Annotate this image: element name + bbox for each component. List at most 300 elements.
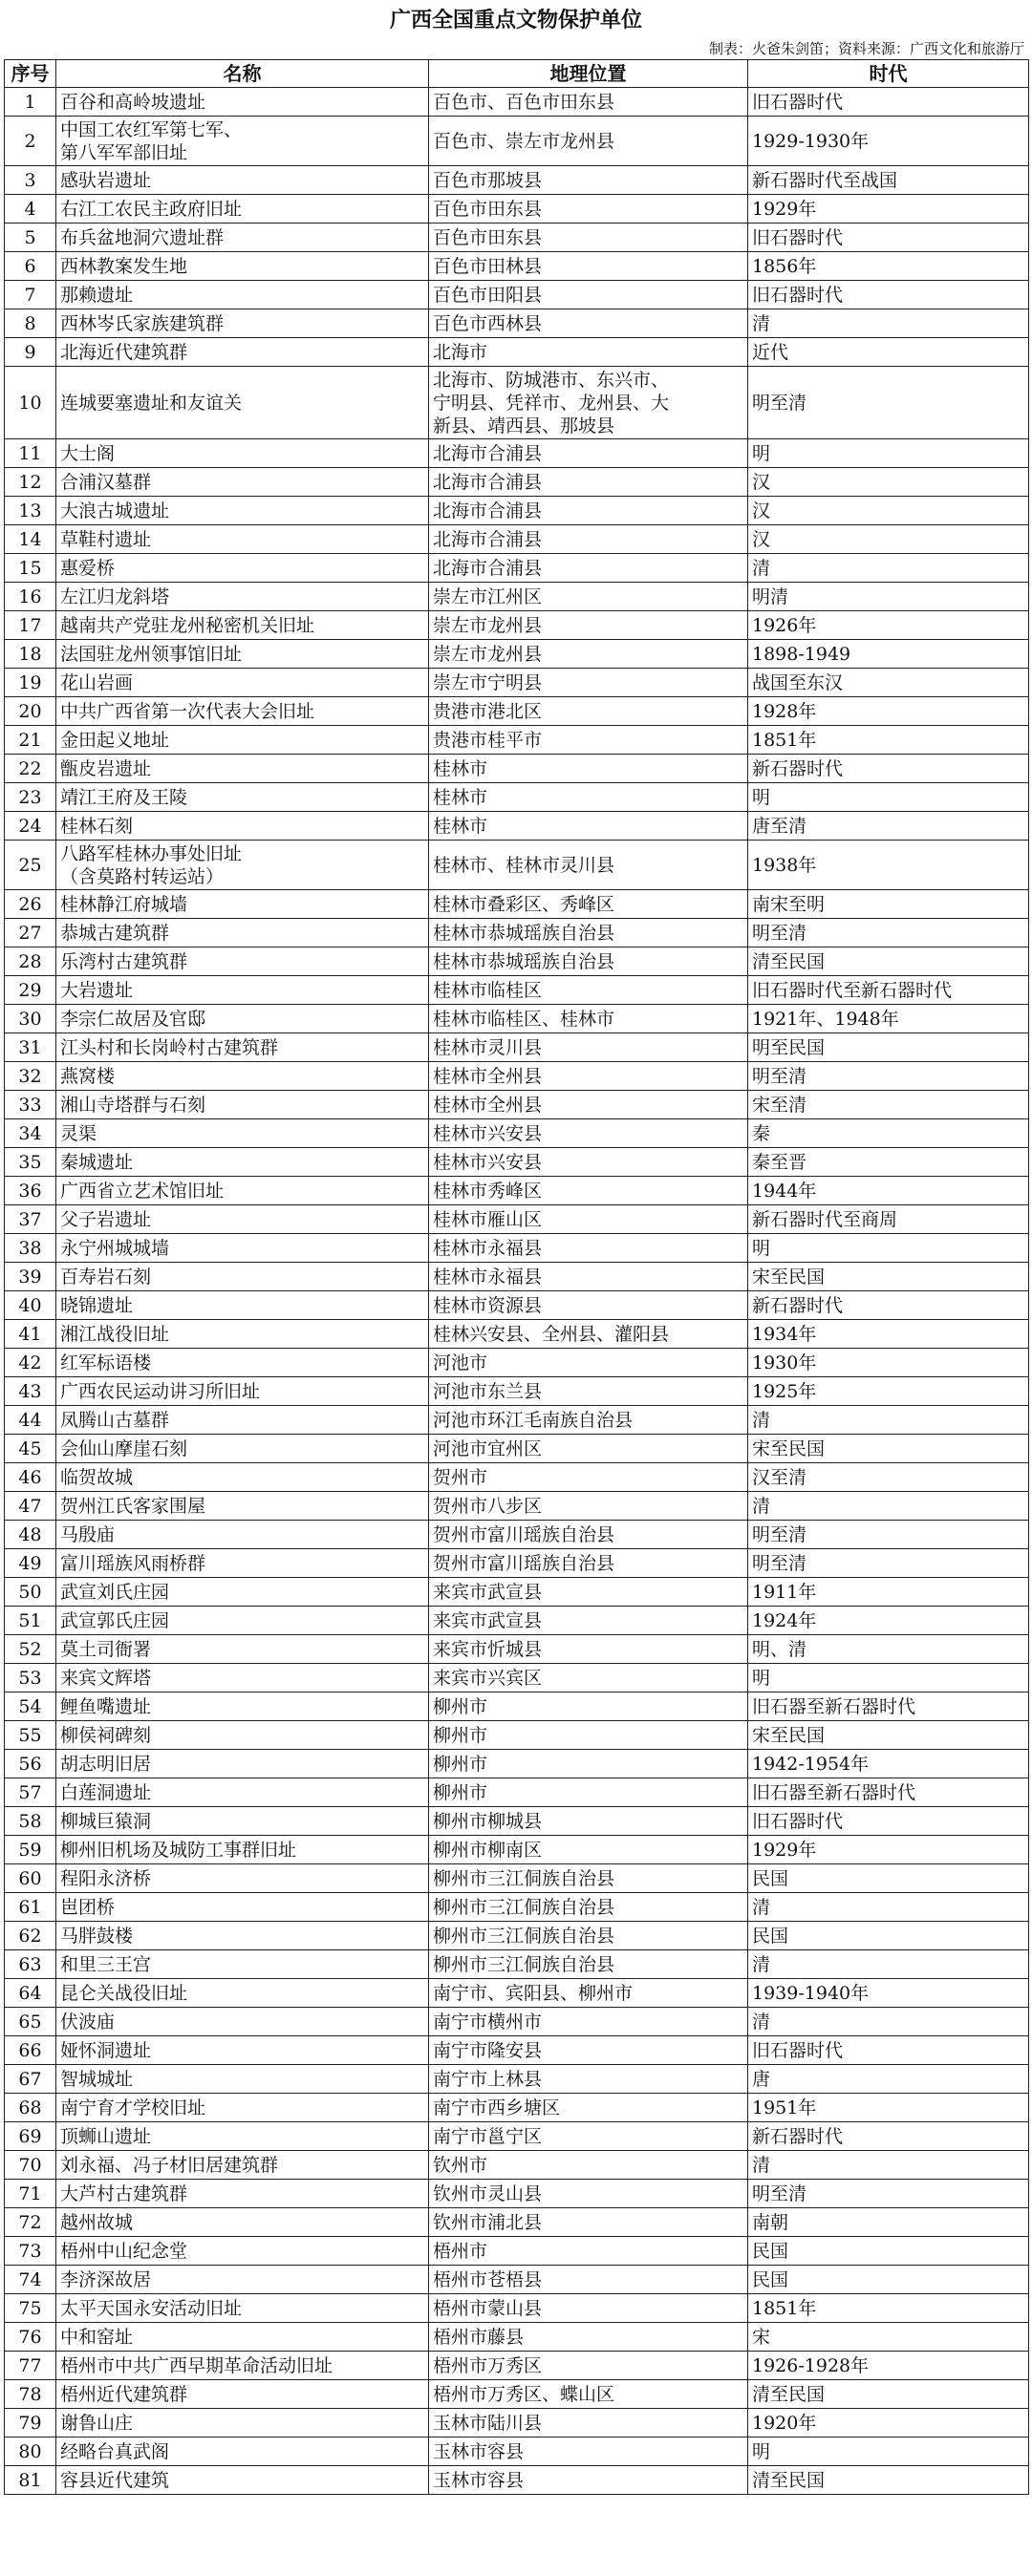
cell-era: 汉 — [748, 525, 1029, 554]
cell-name: 法国驻龙州领事馆旧址 — [56, 640, 429, 669]
table-row — [5, 2151, 1029, 2180]
cell-name: 大浪古城遗址 — [56, 497, 429, 525]
cell-location: 南宁市上林县 — [429, 2065, 748, 2094]
cell-index: 68 — [5, 2094, 56, 2122]
cell-location: 百色市、崇左市龙州县 — [429, 117, 748, 166]
cell-location: 梧州市万秀区 — [429, 2352, 748, 2380]
cell-location: 桂林市临桂区、桂林市 — [429, 1005, 748, 1033]
table-row — [5, 2266, 1029, 2294]
cell-index: 41 — [5, 1320, 56, 1349]
cell-location: 桂林市永福县 — [429, 1234, 748, 1263]
cell-location: 来宾市忻城县 — [429, 1635, 748, 1664]
cell-era: 1926-1928年 — [748, 2352, 1029, 2380]
cell-location: 百色市、百色市田东县 — [429, 88, 748, 117]
cell-index: 29 — [5, 976, 56, 1005]
cell-era: 民国 — [748, 1864, 1029, 1893]
cell-era: 明至清 — [748, 1549, 1029, 1578]
cell-location: 崇左市江州区 — [429, 583, 748, 611]
cell-name: 越州故城 — [56, 2208, 429, 2237]
cell-location: 柳州市 — [429, 1778, 748, 1807]
cell-index: 8 — [5, 309, 56, 338]
table-row — [5, 1721, 1029, 1750]
table-row — [5, 1005, 1029, 1033]
table-row — [5, 1377, 1029, 1406]
cell-name: 大芦村古建筑群 — [56, 2180, 429, 2208]
source-credit: 制表：火爸朱剑笛；资料来源：广西文化和旅游厅 — [708, 40, 1024, 57]
cell-era: 旧石器至新石器时代 — [748, 1778, 1029, 1807]
cell-location: 百色市田东县 — [429, 224, 748, 252]
cell-index: 76 — [5, 2323, 56, 2352]
cell-location: 玉林市容县 — [429, 2466, 748, 2495]
cell-index: 39 — [5, 1263, 56, 1291]
cell-location: 河池市宜州区 — [429, 1435, 748, 1463]
cell-name: 柳城巨猿洞 — [56, 1807, 429, 1836]
cell-location: 百色市西林县 — [429, 309, 748, 338]
cell-location: 梧州市苍梧县 — [429, 2266, 748, 2294]
cell-name: 胡志明旧居 — [56, 1750, 429, 1778]
cell-name: 越南共产党驻龙州秘密机关旧址 — [56, 611, 429, 640]
cell-era: 明 — [748, 1234, 1029, 1263]
cell-era: 新石器时代 — [748, 2122, 1029, 2151]
cell-index: 58 — [5, 1807, 56, 1836]
cell-era: 南宋至明 — [748, 890, 1029, 919]
cell-era: 明 — [748, 2438, 1029, 2466]
cell-location: 南宁市横州市 — [429, 2008, 748, 2036]
cell-name: 乐湾村古建筑群 — [56, 947, 429, 976]
table-row — [5, 976, 1029, 1005]
cell-name: 父子岩遗址 — [56, 1205, 429, 1234]
cell-index: 32 — [5, 1062, 56, 1091]
table-row — [5, 1091, 1029, 1119]
cell-name: 灵渠 — [56, 1119, 429, 1148]
cell-name: 恭城古建筑群 — [56, 919, 429, 947]
cell-index: 70 — [5, 2151, 56, 2180]
cell-location: 河池市环江毛南族自治县 — [429, 1406, 748, 1435]
cell-name: 程阳永济桥 — [56, 1864, 429, 1893]
cell-name: 李济深故居 — [56, 2266, 429, 2294]
cell-location: 桂林市兴安县 — [429, 1119, 748, 1148]
cell-location: 北海市合浦县 — [429, 525, 748, 554]
table-row — [5, 1435, 1029, 1463]
cell-era: 1930年 — [748, 1349, 1029, 1377]
table-row — [5, 1291, 1029, 1320]
cell-era: 1939-1940年 — [748, 1979, 1029, 2008]
cell-era: 旧石器时代 — [748, 88, 1029, 117]
cell-index: 79 — [5, 2409, 56, 2438]
cell-era: 1926年 — [748, 611, 1029, 640]
cell-index: 20 — [5, 697, 56, 726]
cell-index: 40 — [5, 1291, 56, 1320]
cell-name: 桂林静江府城墙 — [56, 890, 429, 919]
cell-location: 柳州市 — [429, 1721, 748, 1750]
cell-name: 谢鲁山庄 — [56, 2409, 429, 2438]
cell-name: 昆仑关战役旧址 — [56, 1979, 429, 2008]
cell-index: 59 — [5, 1836, 56, 1864]
table-row — [5, 2065, 1029, 2094]
cell-index: 37 — [5, 1205, 56, 1234]
cell-era: 明清 — [748, 583, 1029, 611]
cell-index: 14 — [5, 525, 56, 554]
cell-name: 柳侯祠碑刻 — [56, 1721, 429, 1750]
cell-name: 马胖鼓楼 — [56, 1922, 429, 1950]
cell-index: 11 — [5, 439, 56, 468]
cell-location: 南宁市、宾阳县、柳州市 — [429, 1979, 748, 2008]
cell-location: 百色市田林县 — [429, 252, 748, 281]
cell-name: 西林岑氏家族建筑群 — [56, 309, 429, 338]
cell-location: 贺州市富川瑶族自治县 — [429, 1521, 748, 1549]
cell-location: 钦州市浦北县 — [429, 2208, 748, 2237]
cell-index: 22 — [5, 755, 56, 783]
cell-location: 桂林市秀峰区 — [429, 1177, 748, 1205]
cell-era: 1856年 — [748, 252, 1029, 281]
table-row — [5, 841, 1029, 890]
cell-era: 秦 — [748, 1119, 1029, 1148]
cell-location: 桂林市 — [429, 783, 748, 812]
cell-name: 马殷庙 — [56, 1521, 429, 1549]
cell-index: 81 — [5, 2466, 56, 2495]
cell-era: 清 — [748, 2008, 1029, 2036]
cell-era: 1934年 — [748, 1320, 1029, 1349]
cell-era: 明至清 — [748, 2180, 1029, 2208]
table-row — [5, 2180, 1029, 2208]
cell-era: 明至清 — [748, 367, 1029, 439]
cell-name: 草鞋村遗址 — [56, 525, 429, 554]
cell-location: 贺州市富川瑶族自治县 — [429, 1549, 748, 1578]
cell-era: 清 — [748, 554, 1029, 583]
cell-name: 柳州旧机场及城防工事群旧址 — [56, 1836, 429, 1864]
table-row — [5, 1463, 1029, 1492]
cell-location: 崇左市龙州县 — [429, 611, 748, 640]
cell-index: 49 — [5, 1549, 56, 1578]
cell-name: 永宁州城城墙 — [56, 1234, 429, 1263]
cell-index: 45 — [5, 1435, 56, 1463]
cell-era: 唐至清 — [748, 812, 1029, 841]
cell-name: 那赖遗址 — [56, 281, 429, 309]
table-row — [5, 1807, 1029, 1836]
cell-era: 清至民国 — [748, 2466, 1029, 2495]
table-row — [5, 166, 1029, 195]
cell-index: 67 — [5, 2065, 56, 2094]
cell-era: 1925年 — [748, 1377, 1029, 1406]
cell-location: 柳州市 — [429, 1750, 748, 1778]
cell-era: 新石器时代 — [748, 1291, 1029, 1320]
cell-era: 宋至民国 — [748, 1263, 1029, 1291]
cell-index: 54 — [5, 1692, 56, 1721]
cell-index: 27 — [5, 919, 56, 947]
cell-name: 梧州近代建筑群 — [56, 2380, 429, 2409]
cell-index: 80 — [5, 2438, 56, 2466]
table-row — [5, 1062, 1029, 1091]
table-row — [5, 1263, 1029, 1291]
cell-location: 南宁市西乡塘区 — [429, 2094, 748, 2122]
cell-era: 明 — [748, 783, 1029, 812]
cell-location: 钦州市灵山县 — [429, 2180, 748, 2208]
table-row — [5, 919, 1029, 947]
cell-name: 红军标语楼 — [56, 1349, 429, 1377]
table-row — [5, 611, 1029, 640]
cell-index: 19 — [5, 669, 56, 697]
cell-name: 梧州中山纪念堂 — [56, 2237, 429, 2266]
cell-era: 明至清 — [748, 919, 1029, 947]
table-row — [5, 1692, 1029, 1721]
cell-name: 顶蛳山遗址 — [56, 2122, 429, 2151]
cell-name: 凤腾山古墓群 — [56, 1406, 429, 1435]
cell-era: 1911年 — [748, 1578, 1029, 1607]
cell-name: 武宣刘氏庄园 — [56, 1578, 429, 1607]
table-row — [5, 1950, 1029, 1979]
cell-index: 61 — [5, 1893, 56, 1922]
table-row — [5, 2438, 1029, 2466]
table-row — [5, 1578, 1029, 1607]
cell-location: 桂林市资源县 — [429, 1291, 748, 1320]
cell-name: 左江归龙斜塔 — [56, 583, 429, 611]
cell-location: 桂林市 — [429, 812, 748, 841]
cell-era: 清至民国 — [748, 947, 1029, 976]
table-row — [5, 1549, 1029, 1578]
cell-name: 桂林石刻 — [56, 812, 429, 841]
cell-name: 布兵盆地洞穴遗址群 — [56, 224, 429, 252]
cell-index: 56 — [5, 1750, 56, 1778]
table-row — [5, 1492, 1029, 1521]
cell-index: 13 — [5, 497, 56, 525]
cell-index: 46 — [5, 1463, 56, 1492]
cell-location: 桂林市恭城瑶族自治县 — [429, 919, 748, 947]
table-row — [5, 2036, 1029, 2065]
cell-name: 江头村和长岗岭村古建筑群 — [56, 1033, 429, 1062]
table-row — [5, 697, 1029, 726]
table-row — [5, 2409, 1029, 2438]
table-row — [5, 1893, 1029, 1922]
cell-index: 1 — [5, 88, 56, 117]
cell-era: 民国 — [748, 1922, 1029, 1950]
cell-index: 3 — [5, 166, 56, 195]
cell-index: 53 — [5, 1664, 56, 1692]
cell-era: 1851年 — [748, 2294, 1029, 2323]
cell-era: 清至民国 — [748, 2380, 1029, 2409]
cell-location: 桂林市兴安县 — [429, 1148, 748, 1177]
cell-name: 贺州江氏客家围屋 — [56, 1492, 429, 1521]
table-row — [5, 1521, 1029, 1549]
cell-index: 9 — [5, 338, 56, 367]
table-row — [5, 1234, 1029, 1263]
cell-name: 梧州市中共广西早期革命活动旧址 — [56, 2352, 429, 2380]
cell-era: 宋 — [748, 2323, 1029, 2352]
table-row — [5, 2466, 1029, 2495]
cell-location: 玉林市容县 — [429, 2438, 748, 2466]
header-location: 地理位置 — [429, 60, 748, 88]
cell-index: 17 — [5, 611, 56, 640]
table-row — [5, 1148, 1029, 1177]
cell-index: 43 — [5, 1377, 56, 1406]
table-row — [5, 1778, 1029, 1807]
cell-name: 会仙山摩崖石刻 — [56, 1435, 429, 1463]
cell-location: 北海市合浦县 — [429, 439, 748, 468]
table-row — [5, 468, 1029, 497]
cell-index: 36 — [5, 1177, 56, 1205]
cell-location: 崇左市龙州县 — [429, 640, 748, 669]
cell-era: 唐 — [748, 2065, 1029, 2094]
cell-era: 汉至清 — [748, 1463, 1029, 1492]
cell-location: 柳州市三江侗族自治县 — [429, 1893, 748, 1922]
cell-index: 73 — [5, 2237, 56, 2266]
cell-era: 清 — [748, 1950, 1029, 1979]
cell-era: 宋至清 — [748, 1091, 1029, 1119]
cell-index: 31 — [5, 1033, 56, 1062]
header-name: 名称 — [56, 60, 429, 88]
cell-name: 富川瑶族风雨桥群 — [56, 1549, 429, 1578]
cell-name: 北海近代建筑群 — [56, 338, 429, 367]
cell-name: 经略台真武阁 — [56, 2438, 429, 2466]
cell-index: 63 — [5, 1950, 56, 1979]
cell-name: 中国工农红军第七军、 第八军军部旧址 — [56, 117, 429, 166]
table-body — [5, 88, 1029, 2495]
table-row — [5, 583, 1029, 611]
table-row — [5, 2008, 1029, 2036]
cell-location: 河池市东兰县 — [429, 1377, 748, 1406]
cell-index: 2 — [5, 117, 56, 166]
cell-name: 惠爱桥 — [56, 554, 429, 583]
table-row — [5, 2352, 1029, 2380]
cell-location: 桂林市恭城瑶族自治县 — [429, 947, 748, 976]
cell-index: 21 — [5, 726, 56, 755]
cell-location: 贵港市桂平市 — [429, 726, 748, 755]
table-row — [5, 439, 1029, 468]
cell-era: 清 — [748, 309, 1029, 338]
cell-index: 24 — [5, 812, 56, 841]
cell-era: 新石器时代至商周 — [748, 1205, 1029, 1234]
cell-name: 刘永福、冯子材旧居建筑群 — [56, 2151, 429, 2180]
cell-era: 1920年 — [748, 2409, 1029, 2438]
table-row — [5, 783, 1029, 812]
cell-name: 岜团桥 — [56, 1893, 429, 1922]
table-row — [5, 224, 1029, 252]
table-row — [5, 669, 1029, 697]
cell-name: 右江工农民主政府旧址 — [56, 195, 429, 224]
cell-era: 南朝 — [748, 2208, 1029, 2237]
table-row — [5, 1979, 1029, 2008]
header-era: 时代 — [748, 60, 1029, 88]
cell-era: 1938年 — [748, 841, 1029, 890]
cell-index: 23 — [5, 783, 56, 812]
cell-era: 战国至东汉 — [748, 669, 1029, 697]
cell-index: 48 — [5, 1521, 56, 1549]
table-row — [5, 1177, 1029, 1205]
cell-era: 近代 — [748, 338, 1029, 367]
cell-index: 25 — [5, 841, 56, 890]
table-row — [5, 497, 1029, 525]
cell-index: 50 — [5, 1578, 56, 1607]
cell-location: 来宾市兴宾区 — [429, 1664, 748, 1692]
cell-index: 5 — [5, 224, 56, 252]
table-row — [5, 726, 1029, 755]
heritage-sites-table — [4, 59, 1029, 2495]
cell-era: 1942-1954年 — [748, 1750, 1029, 1778]
cell-location: 柳州市 — [429, 1692, 748, 1721]
cell-index: 69 — [5, 2122, 56, 2151]
cell-location: 北海市合浦县 — [429, 554, 748, 583]
cell-name: 中和窑址 — [56, 2323, 429, 2352]
table-row — [5, 2208, 1029, 2237]
cell-index: 15 — [5, 554, 56, 583]
cell-index: 35 — [5, 1148, 56, 1177]
cell-index: 44 — [5, 1406, 56, 1435]
cell-era: 清 — [748, 1406, 1029, 1435]
cell-location: 梧州市 — [429, 2237, 748, 2266]
cell-era: 明、清 — [748, 1635, 1029, 1664]
cell-index: 33 — [5, 1091, 56, 1119]
table-row — [5, 367, 1029, 439]
cell-era: 1924年 — [748, 1607, 1029, 1635]
table-row — [5, 1864, 1029, 1893]
table-row — [5, 1320, 1029, 1349]
table-row — [5, 2094, 1029, 2122]
cell-index: 16 — [5, 583, 56, 611]
cell-location: 柳州市柳南区 — [429, 1836, 748, 1864]
cell-location: 崇左市宁明县 — [429, 669, 748, 697]
cell-name: 靖江王府及王陵 — [56, 783, 429, 812]
cell-era: 1944年 — [748, 1177, 1029, 1205]
cell-index: 72 — [5, 2208, 56, 2237]
cell-location: 玉林市陆川县 — [429, 2409, 748, 2438]
cell-location: 百色市那坡县 — [429, 166, 748, 195]
cell-index: 74 — [5, 2266, 56, 2294]
table-row — [5, 1836, 1029, 1864]
cell-era: 新石器时代 — [748, 755, 1029, 783]
cell-era: 明至清 — [748, 1062, 1029, 1091]
cell-era: 1851年 — [748, 726, 1029, 755]
cell-era: 民国 — [748, 2266, 1029, 2294]
cell-era: 旧石器至新石器时代 — [748, 1692, 1029, 1721]
cell-name: 大岩遗址 — [56, 976, 429, 1005]
cell-index: 26 — [5, 890, 56, 919]
cell-location: 贺州市八步区 — [429, 1492, 748, 1521]
cell-name: 百谷和高岭坡遗址 — [56, 88, 429, 117]
cell-name: 武宣郭氏庄园 — [56, 1607, 429, 1635]
cell-name: 莫土司衙署 — [56, 1635, 429, 1664]
cell-name: 伏波庙 — [56, 2008, 429, 2036]
table-row — [5, 338, 1029, 367]
cell-name: 鲤鱼嘴遗址 — [56, 1692, 429, 1721]
cell-location: 北海市 — [429, 338, 748, 367]
cell-name: 感驮岩遗址 — [56, 166, 429, 195]
cell-era: 明 — [748, 1664, 1029, 1692]
cell-era: 清 — [748, 1492, 1029, 1521]
cell-location: 柳州市三江侗族自治县 — [429, 1864, 748, 1893]
table-row — [5, 890, 1029, 919]
cell-location: 柳州市三江侗族自治县 — [429, 1922, 748, 1950]
cell-index: 30 — [5, 1005, 56, 1033]
cell-location: 桂林市叠彩区、秀峰区 — [429, 890, 748, 919]
cell-name: 晓锦遗址 — [56, 1291, 429, 1320]
cell-era: 明 — [748, 439, 1029, 468]
cell-location: 来宾市武宣县 — [429, 1578, 748, 1607]
cell-name: 太平天国永安活动旧址 — [56, 2294, 429, 2323]
cell-index: 51 — [5, 1607, 56, 1635]
table-header-row — [5, 60, 1029, 88]
cell-era: 1921年、1948年 — [748, 1005, 1029, 1033]
cell-era: 汉 — [748, 497, 1029, 525]
cell-location: 百色市田东县 — [429, 195, 748, 224]
cell-name: 西林教案发生地 — [56, 252, 429, 281]
cell-name: 甑皮岩遗址 — [56, 755, 429, 783]
cell-index: 60 — [5, 1864, 56, 1893]
cell-name: 合浦汉墓群 — [56, 468, 429, 497]
cell-index: 77 — [5, 2352, 56, 2380]
table-row — [5, 1922, 1029, 1950]
table-row — [5, 947, 1029, 976]
cell-index: 42 — [5, 1349, 56, 1377]
table-row — [5, 2237, 1029, 2266]
